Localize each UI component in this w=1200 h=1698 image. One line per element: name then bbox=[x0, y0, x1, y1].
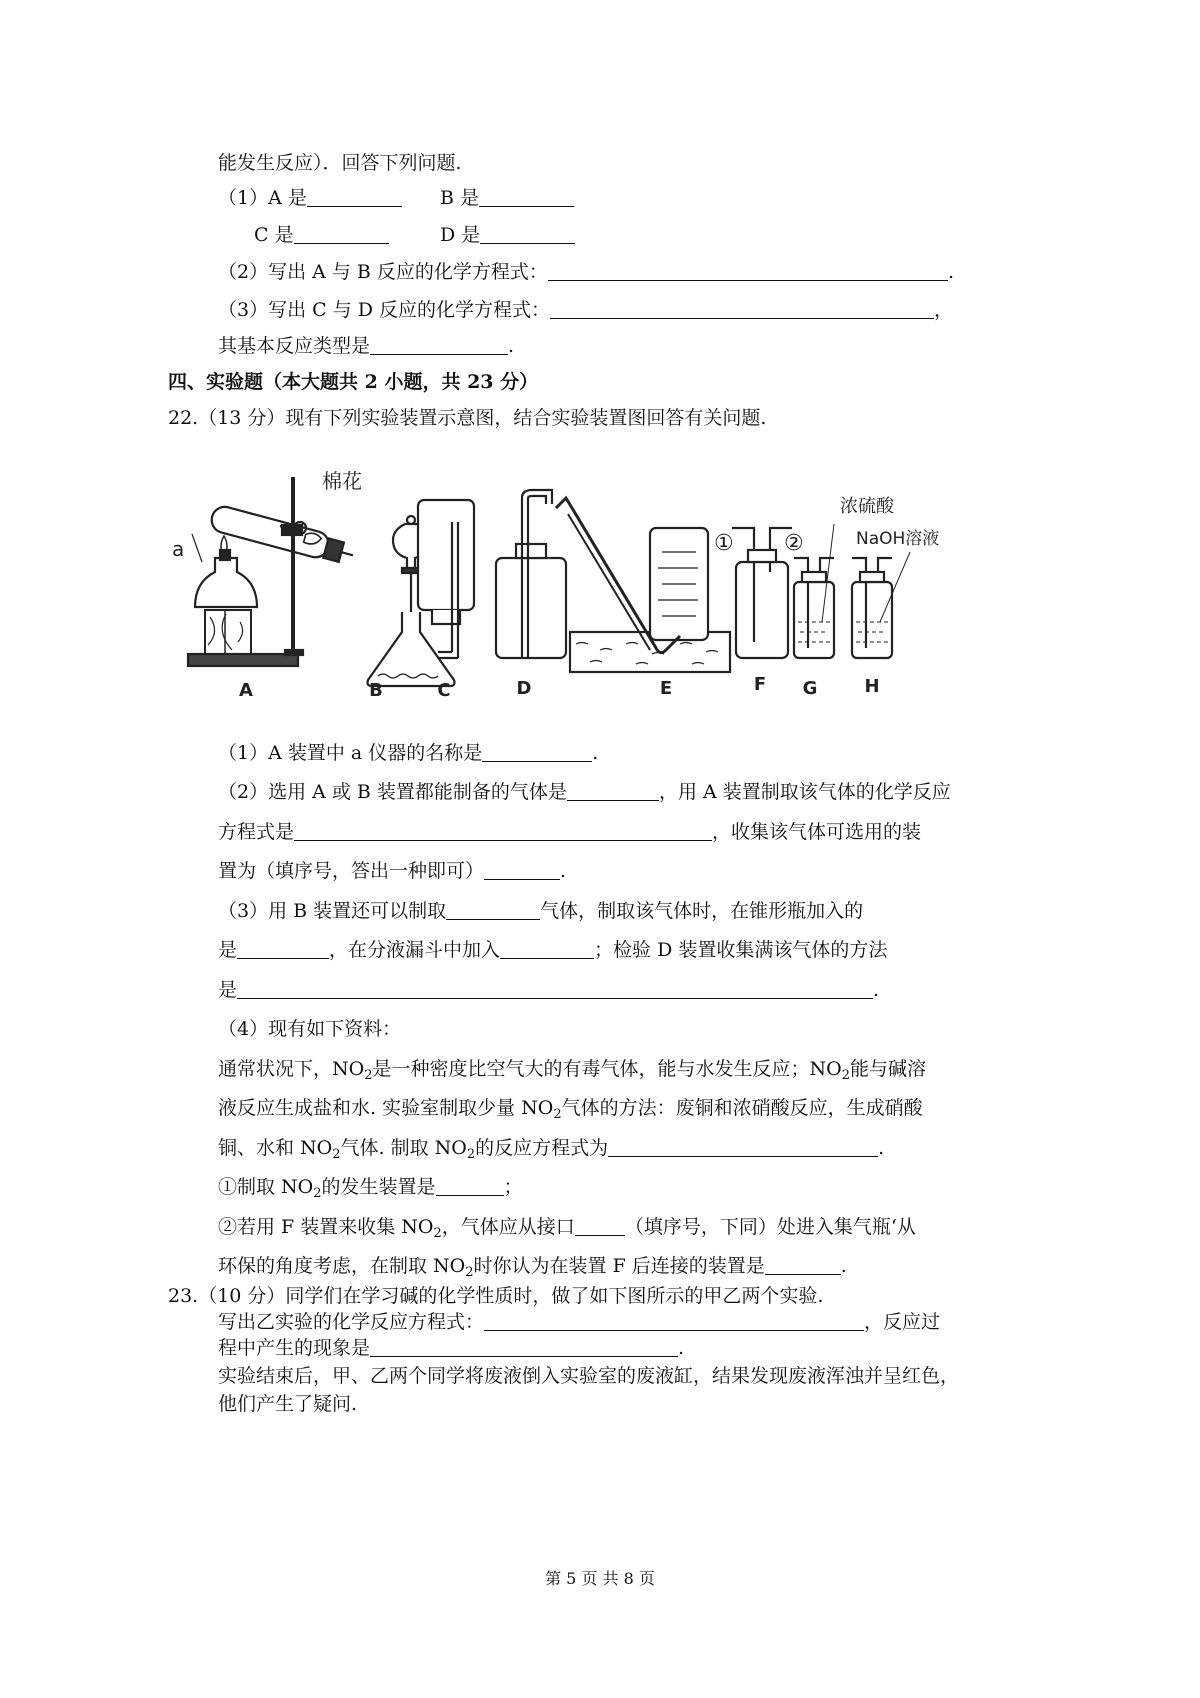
letter-h: H bbox=[864, 676, 880, 697]
q22-part1-blank[interactable] bbox=[482, 741, 592, 762]
subscript: 2 bbox=[553, 1107, 562, 1122]
q23-phenomenon-blank[interactable] bbox=[370, 1336, 678, 1357]
q22-m1b: 是一种密度比空气大的有毒气体，能与水发生反应；NO bbox=[372, 1058, 842, 1080]
letter-f: F bbox=[753, 674, 767, 695]
q21-part1-row1 bbox=[218, 185, 402, 211]
q23-l1a: 写出乙实验的化学反应方程式： bbox=[218, 1311, 485, 1333]
q21-type-blank[interactable] bbox=[370, 334, 508, 355]
q22-material-l1 bbox=[218, 1056, 926, 1082]
letter-d: D bbox=[516, 678, 532, 699]
q22-m1c: 能与碱溶 bbox=[849, 1058, 926, 1080]
q22-part2-text-a: （2）选用 A 或 B 装置都能制备的气体是 bbox=[218, 781, 567, 803]
q21-part1-c bbox=[254, 222, 389, 248]
q21-part3-blank[interactable] bbox=[550, 298, 934, 319]
q22-part2-text-d: ，收集该气体可选用的装 bbox=[712, 821, 922, 843]
q22-c2a: ②若用 F 装置来收集 NO bbox=[218, 1216, 434, 1238]
q21-part2-end: . bbox=[947, 261, 954, 283]
q22-sub1 bbox=[218, 1174, 523, 1200]
q22-c1c: ； bbox=[503, 1176, 523, 1198]
q22-part2-text-c: 方程式是 bbox=[218, 821, 295, 843]
q22-part3-l1 bbox=[218, 898, 863, 924]
page-footer: 第 5 页 共 8 页 bbox=[545, 1569, 655, 1588]
q22-part2-end: . bbox=[560, 860, 567, 882]
q22-part3-l2 bbox=[218, 937, 887, 963]
q21-part1-b bbox=[440, 185, 574, 211]
apparatus-d bbox=[496, 490, 566, 658]
subscript: 2 bbox=[466, 1147, 476, 1162]
q22-gas2-blank[interactable] bbox=[446, 899, 540, 920]
q22-m2a: 液反应生成盐和水. 实验室制取少量 NO bbox=[218, 1097, 554, 1119]
subscript: 2 bbox=[332, 1147, 341, 1162]
label-cotton: 棉花 bbox=[322, 469, 362, 493]
q21-part3-type bbox=[218, 333, 514, 359]
q21-d-label: D 是 bbox=[440, 224, 481, 246]
q21-part2 bbox=[218, 259, 954, 285]
q22-part2-l1 bbox=[218, 779, 951, 805]
q22-c3a: 环保的角度考虑，在制取 NO bbox=[218, 1255, 466, 1277]
letter-g: G bbox=[802, 678, 818, 699]
q21-part3-text: （3）写出 C 与 D 反应的化学方程式： bbox=[218, 299, 551, 321]
label-port-1: ① bbox=[714, 531, 734, 556]
q22-flask-blank[interactable] bbox=[237, 938, 329, 959]
section-heading: 四、实验题（本大题共 2 小题，共 23 分） bbox=[168, 371, 539, 393]
q22-gas-blank[interactable] bbox=[567, 780, 659, 801]
q21-b-label: B 是 bbox=[440, 187, 480, 209]
q21-part1-num: （1） bbox=[218, 187, 269, 209]
q23-l1b: ，反应过 bbox=[864, 1311, 941, 1333]
q22-port-blank[interactable] bbox=[575, 1215, 625, 1236]
q22-part2-text-e: 置为（填序号，答出一种即可） bbox=[218, 860, 485, 882]
apparatus-a bbox=[188, 477, 357, 666]
q22-c1b: 的发生装置是 bbox=[321, 1176, 436, 1198]
apparatus-e bbox=[556, 498, 730, 672]
letter-e: E bbox=[659, 678, 673, 699]
q22-method-blank[interactable] bbox=[237, 978, 873, 999]
q22-m1a: 通常状况下，NO bbox=[218, 1058, 365, 1080]
subscript: 2 bbox=[433, 1226, 442, 1241]
q21-d-blank[interactable] bbox=[480, 223, 575, 244]
q22-sub2-l2 bbox=[218, 1253, 847, 1279]
q22-m3d: . bbox=[878, 1137, 885, 1159]
q21-c-label: C 是 bbox=[254, 224, 294, 246]
q21-part1-d bbox=[440, 222, 575, 248]
q22-part3-text-b: 气体，制取该气体时，在锥形瓶加入的 bbox=[540, 900, 864, 922]
label-a: a bbox=[172, 537, 185, 561]
letter-b: B bbox=[369, 680, 383, 701]
q21-type-text: 其基本反应类型是 bbox=[218, 335, 371, 357]
q22-part3-l3 bbox=[218, 977, 879, 1003]
q22-part3-text-d: ，在分液漏斗中加入 bbox=[329, 939, 501, 961]
q22-part3-end: . bbox=[873, 979, 880, 1001]
q23-l3: 实验结束后，甲、乙两个同学将废液倒入实验室的废液缸，结果发现废液浑浊并呈红色， bbox=[218, 1365, 960, 1387]
q22-sub2-l1 bbox=[218, 1214, 916, 1240]
q22-part2-l2 bbox=[218, 819, 921, 845]
q21-part2-text: （2）写出 A 与 B 反应的化学方程式： bbox=[218, 261, 548, 283]
q23-l2b: . bbox=[678, 1337, 685, 1359]
apparatus-c bbox=[418, 500, 474, 658]
q22-m3a: 铜、水和 NO bbox=[218, 1137, 333, 1159]
subscript: 2 bbox=[841, 1068, 850, 1083]
q22-part4: （4）现有如下资料： bbox=[218, 1018, 402, 1040]
subscript: 2 bbox=[313, 1186, 322, 1201]
q22-c2c: （填序号，下同）处进入集气瓶‘从 bbox=[624, 1216, 916, 1238]
q22-part1-text: （1）A 装置中 a 仪器的名称是 bbox=[218, 742, 483, 764]
q21-a-blank[interactable] bbox=[307, 186, 402, 207]
q23-l2 bbox=[218, 1335, 684, 1361]
q22-part1 bbox=[218, 740, 598, 766]
q22-c3b: 时你认为在装置 F 后连接的装置是 bbox=[473, 1255, 765, 1277]
subscript: 2 bbox=[465, 1265, 474, 1280]
q22-part3-text-a: （3）用 B 装置还可以制取 bbox=[218, 900, 447, 922]
q23-l1 bbox=[218, 1309, 940, 1335]
apparatus-f bbox=[732, 528, 792, 658]
q21-intro: 能发生反应）．回答下列问题. bbox=[218, 152, 462, 174]
q21-b-blank[interactable] bbox=[479, 186, 574, 207]
label-h2so4: 浓硫酸 bbox=[840, 496, 894, 517]
q22-c2b: ，气体应从接口 bbox=[441, 1216, 575, 1238]
q22-part1-end: . bbox=[592, 742, 599, 764]
q22-c1a: ①制取 NO bbox=[218, 1176, 314, 1198]
q22-no2-equation-blank[interactable] bbox=[608, 1136, 878, 1157]
subscript: 2 bbox=[364, 1068, 373, 1083]
q22-material-l2 bbox=[218, 1095, 923, 1121]
letter-c: C bbox=[437, 680, 451, 701]
q23-stem: 23.（10 分）同学们在学习碱的化学性质时，做了如下图所示的甲乙两个实验. bbox=[168, 1285, 824, 1307]
q22-generator-blank[interactable] bbox=[436, 1175, 504, 1196]
q22-collect-blank[interactable] bbox=[484, 859, 560, 880]
q22-part3-text-c: 是 bbox=[218, 939, 238, 961]
q22-m3c: 的反应方程式为 bbox=[475, 1137, 609, 1159]
q21-part3-end: ， bbox=[934, 299, 954, 321]
q21-a-label: A 是 bbox=[268, 187, 307, 209]
q23-l4: 他们产生了疑问. bbox=[218, 1393, 358, 1415]
q22-m2b: 气体的方法：废铜和浓硝酸反应，生成硝酸 bbox=[561, 1097, 923, 1119]
label-naoh: NaOH溶液 bbox=[856, 529, 940, 549]
q21-part2-blank[interactable] bbox=[548, 260, 948, 281]
q22-part2-l3 bbox=[218, 858, 566, 884]
q21-type-end: . bbox=[508, 335, 515, 357]
apparatus-figure bbox=[172, 469, 960, 712]
letter-a: A bbox=[239, 680, 253, 701]
q22-part3-text-e: ；检验 D 装置收集满该气体的方法 bbox=[594, 939, 888, 961]
q22-part2-text-b: ，用 A 装置制取该气体的化学反应 bbox=[658, 781, 951, 803]
q22-equation-blank[interactable] bbox=[294, 820, 712, 841]
q22-funnel-blank[interactable] bbox=[500, 938, 594, 959]
q21-c-blank[interactable] bbox=[294, 223, 389, 244]
label-port-2: ② bbox=[784, 531, 804, 556]
q22-part3-text-f: 是 bbox=[218, 979, 238, 1001]
q22-c3c: . bbox=[840, 1255, 847, 1277]
q22-material-l3 bbox=[218, 1135, 884, 1161]
q23-equation-blank[interactable] bbox=[484, 1310, 864, 1331]
apparatus-h bbox=[852, 552, 910, 658]
q22-after-f-blank[interactable] bbox=[765, 1254, 841, 1275]
q23-l2a: 程中产生的现象是 bbox=[218, 1337, 371, 1359]
q22-m3b: 气体. 制取 NO bbox=[340, 1137, 467, 1159]
q21-part3 bbox=[218, 297, 953, 323]
q22-stem: 22.（13 分）现有下列实验装置示意图，结合实验装置图回答有关问题. bbox=[168, 407, 767, 429]
